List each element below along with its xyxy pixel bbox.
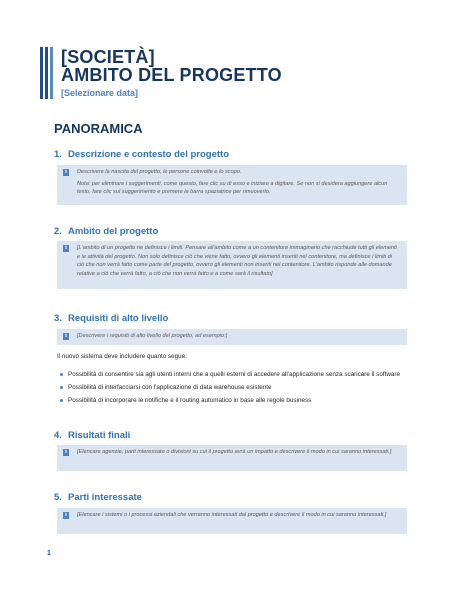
info-icon: i [63, 449, 69, 456]
title-text [61, 48, 282, 98]
section-number: 3. [54, 313, 62, 324]
date-picker[interactable]: [Selezionare data] [61, 88, 139, 98]
tip-box[interactable] [57, 241, 407, 289]
section-title: Requisiti di alto livello [68, 313, 169, 324]
tip-text: [Descrivere i requisiti di alto livello del progetto, ad esempio:] [77, 333, 228, 339]
section-number: 4. [54, 430, 62, 441]
info-icon: i [63, 333, 69, 340]
tip-box[interactable] [57, 445, 407, 471]
info-icon: i [63, 512, 69, 519]
title-block [40, 47, 420, 99]
section-title: Descrizione e contesto del progetto [68, 149, 229, 160]
requirements-list [57, 370, 417, 409]
tip-text: [L'ambito di un progetto ne definisce i limiti. Pensare all'ambito come a un contenitore immaginario che racchiude tutti gli elementi e le attività del progetto. Non solo definisce ciò che viene fatto, ovvero gli elementi inseriti nel contenitore, ma definisce i limiti di ciò che non verrà fatto come parte del progetto, ovvero gli elementi non inseriti nel contenitore. L'ambito risponde alle domande relative a ciò che verrà fatto, a ciò che non verrà fatto e a come sarà il risultato] [77, 245, 397, 277]
document-title: AMBITO DEL PROGETTO [61, 65, 282, 85]
tip-text: [Elencare agenzie, parti interessate o divisioni su cui il progetto avrà un impatto e descrivere il modo in cui saranno interessati.] [77, 449, 392, 455]
section-title: Parti interessate [68, 492, 142, 503]
accent-bar [45, 47, 48, 99]
section-heading-2 [54, 226, 158, 237]
company-placeholder[interactable]: [SOCIETÀ] [61, 47, 155, 67]
page-number: 1 [47, 550, 51, 557]
tip-text: Descrivere la nascita del progetto, le persone coinvolte e lo scopo. [77, 169, 242, 175]
tip-box[interactable] [57, 508, 407, 534]
tip-text: Nota: per eliminare i suggerimenti, come questo, fare clic su di esso e iniziare a digitare. Se non si desidera aggiungere alcun testo, fare clic sul suggerimento e premere la barra spaziatrice per rimuoverlo. [77, 180, 388, 196]
section-heading-5 [54, 492, 142, 503]
accent-bar [40, 47, 43, 99]
list-item: Possibilità di interfacciarsi con l'applicazione di data warehouse esistente [57, 383, 417, 392]
tip-box[interactable] [57, 165, 407, 205]
section-heading-1 [54, 149, 229, 160]
accent-bar [50, 47, 53, 99]
requirements-intro: Il nuovo sistema deve includere quanto segue: [57, 353, 187, 360]
info-icon: i [63, 245, 69, 252]
section-heading-4 [54, 430, 130, 441]
list-item: Possibilità di incorporare le notifiche e il routing automatico in base alle regole business [57, 396, 417, 405]
info-icon: i [63, 169, 69, 176]
overview-heading: PANORAMICA [54, 121, 143, 136]
section-title: Risultati finali [68, 430, 131, 441]
list-item: Possibilità di consentire sia agli utenti interni che a quelli esterni di accedere all'applicazione senza scaricare il software [57, 370, 417, 379]
section-number: 2. [54, 226, 62, 237]
tip-box[interactable] [57, 329, 407, 345]
section-number: 1. [54, 149, 62, 160]
section-number: 5. [54, 492, 62, 503]
tip-text: [Elencare i sistemi o i processi aziendali che verranno interessati dal progetto e descrivere il modo in cui saranno interessati.] [77, 512, 387, 518]
section-title: Ambito del progetto [68, 226, 159, 237]
section-heading-3 [54, 313, 168, 324]
